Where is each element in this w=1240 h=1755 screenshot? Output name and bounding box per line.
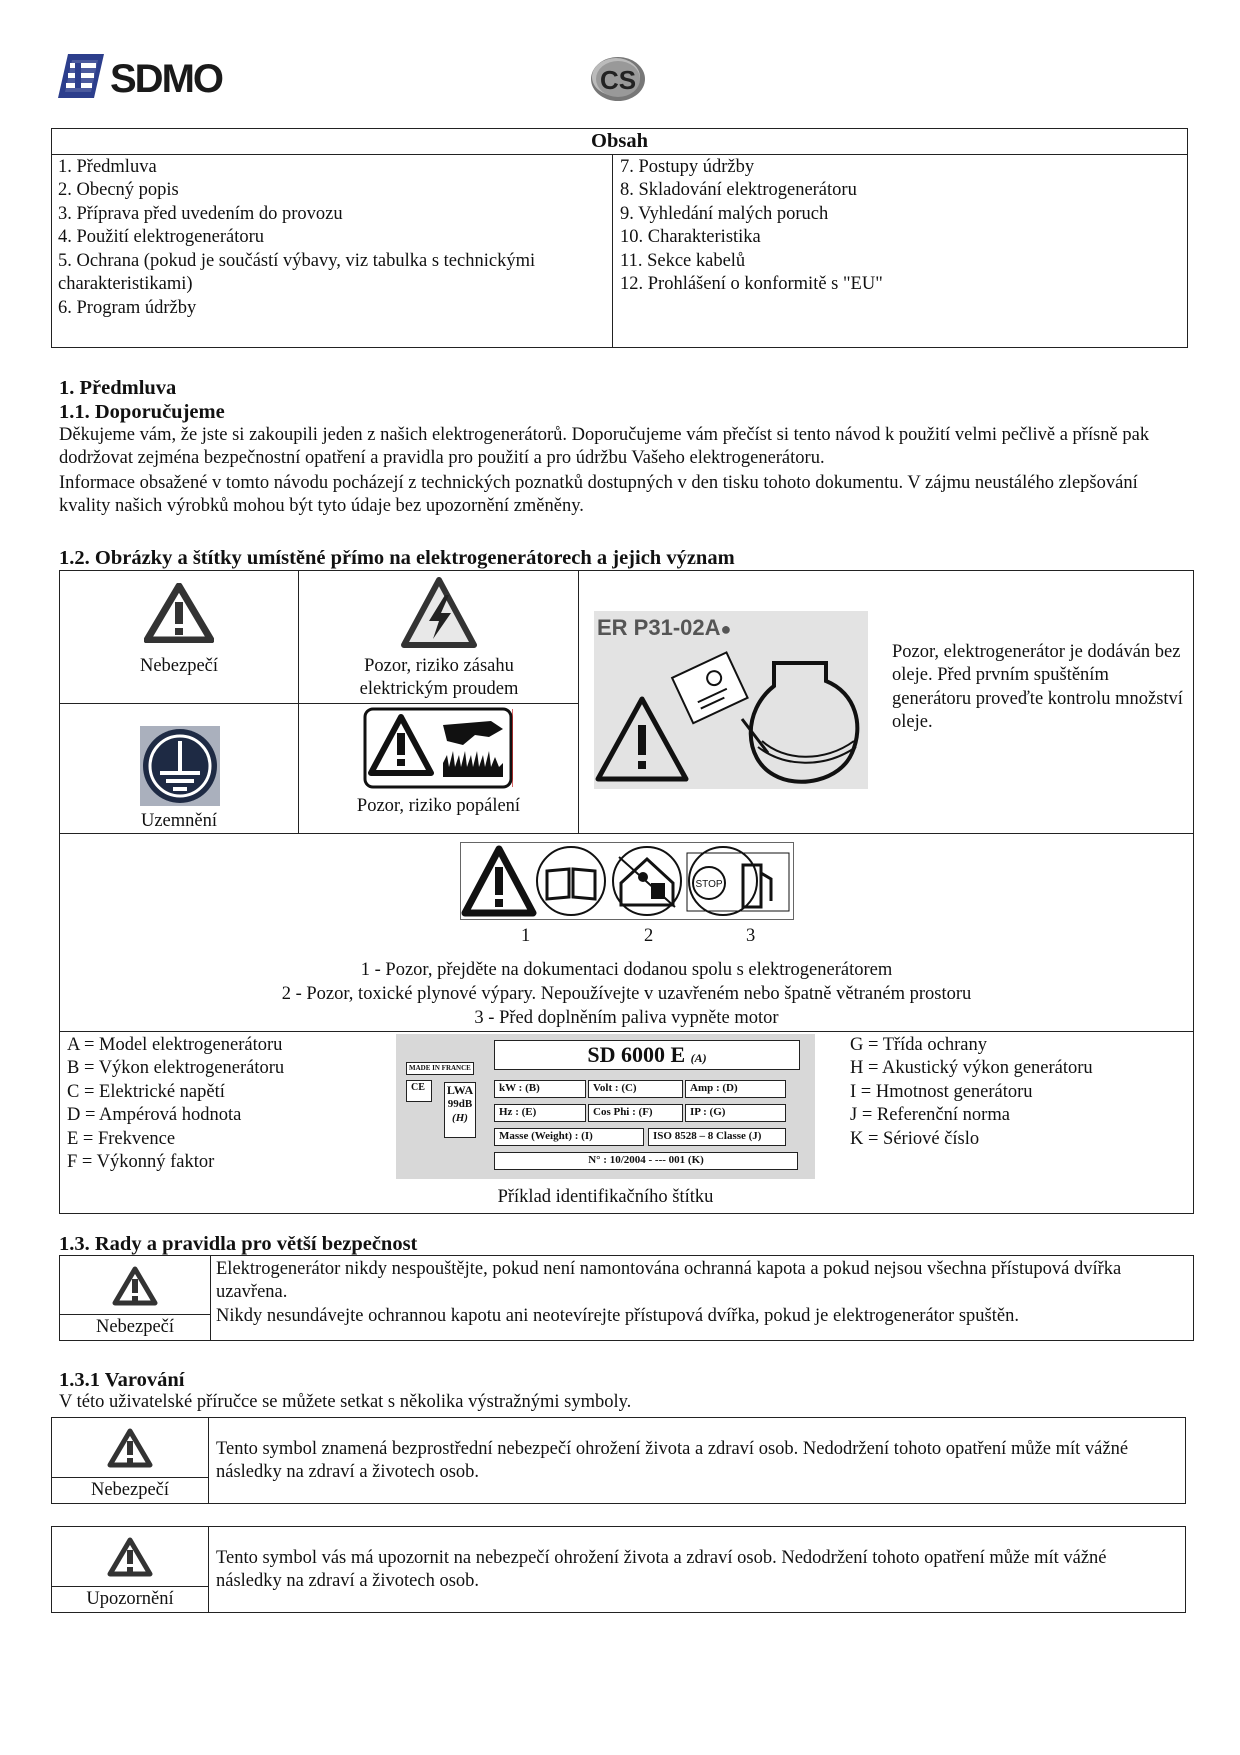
plate-volt: Volt : (C) [588, 1080, 683, 1098]
symbols-table [59, 570, 1194, 1214]
danger-symbol-text: Tento symbol znamená bezprostřední nebezpečí ohrožení života a zdraví osob. Nedodržení tohoto opatření může mít vážné následky na zdraví a životech osob. [216, 1439, 1129, 1483]
combined-pictograms-row [60, 834, 1193, 1031]
warning-triangle-icon [107, 1537, 153, 1577]
toc-left-column [52, 155, 613, 347]
section-1-2-title: 1.2. Obrázky a štítky umístěné přímo na elektrogenerátorech a jejich význam [59, 547, 735, 569]
hot-surface-icon [363, 707, 513, 789]
cell-burn [299, 704, 578, 833]
pictogram-legend-2: 2 - Pozor, toxické plynové výpary. Nepoužívejte v uzavřeném nebo špatně větraném prostoru [281, 984, 972, 1004]
plate-legend-item: E = Frekvence [67, 1128, 176, 1149]
plate-model: SD 6000 E (A) [494, 1040, 800, 1070]
plate-kw: kW : (B) [494, 1080, 586, 1098]
language-badge [590, 56, 646, 102]
oil-check-icon [594, 641, 868, 789]
section-1-3-1-title: 1.3.1 Varování [59, 1369, 185, 1391]
plate-serial: N° : 10/2004 - --- 001 (K) [494, 1152, 798, 1170]
identification-plate-image [396, 1034, 815, 1179]
safety-rules-text [216, 1258, 1186, 1328]
toc-item[interactable]: 9. Vyhledání malých poruch [620, 203, 829, 224]
plate-legend-right [850, 1034, 1190, 1151]
toc-item[interactable]: 6. Program údržby [58, 297, 197, 318]
oil-label-image [594, 611, 868, 789]
plate-legend-item: G = Třída ochrany [850, 1035, 987, 1055]
plate-amp: Amp : (D) [685, 1080, 786, 1098]
plate-caption: Příklad identifikačního štítku [497, 1187, 714, 1207]
plate-legend-item: J = Referenční norma [850, 1105, 1010, 1126]
table-of-contents [51, 128, 1188, 348]
plate-legend-left [67, 1034, 387, 1175]
plate-legend-item: F = Výkonný faktor [67, 1152, 215, 1173]
identification-plate-row [60, 1032, 1193, 1213]
toc-right-column [614, 155, 1186, 347]
cell-danger [60, 571, 298, 703]
safety-rules-box [59, 1255, 1194, 1341]
warning-triangle-icon [112, 1266, 158, 1306]
brand-name: SDMO [110, 57, 222, 101]
cell-electric [299, 571, 578, 703]
warning-symbol-text: Tento symbol vás má upozornit na nebezpečí ohrožení života a zdraví osob. Nedodržení tohoto opatření může mít vážné následky na zdraví a životech osob. [216, 1548, 1107, 1592]
warning-symbol-box [51, 1526, 1186, 1613]
danger-symbol-box [51, 1417, 1186, 1504]
combined-pictogram-icon [461, 843, 793, 919]
pictogram-legend-3: 3 - Před doplněním paliva vypněte motor [474, 1008, 779, 1028]
sdmo-logo [58, 48, 228, 104]
pictogram-number-1: 1 [521, 926, 531, 946]
toc-item[interactable]: 8. Skladování elektrogenerátoru [620, 180, 857, 201]
section-1-3-1-intro: V této uživatelské příručce se můžete setkat s několika výstražnými symboly. [59, 1392, 632, 1412]
safety-rule-2: Nikdy nesundávejte ochrannou kapotu ani neotevírejte přístupová dvířka, pokud je elektrogenerátor spuštěn. [216, 1305, 1019, 1326]
plate-cosphi: Cos Phi : (F) [588, 1104, 683, 1122]
ce-mark: CE [406, 1080, 432, 1102]
toc-item[interactable]: 3. Příprava před uvedením do provozu [58, 203, 343, 224]
plate-legend-item: K = Sériové číslo [850, 1128, 980, 1149]
warning-triangle-icon [107, 1428, 153, 1468]
safety-danger-label: Nebezpečí [95, 1317, 175, 1337]
plate-hz: Hz : (E) [494, 1104, 586, 1122]
lwa-label: LWA [446, 1083, 474, 1097]
plate-masse: Masse (Weight) : (I) [494, 1128, 644, 1146]
stop-text: STOP [695, 879, 723, 890]
toc-item[interactable]: 1. Předmluva [58, 157, 157, 177]
plate-legend-item: C = Elektrické napětí [67, 1081, 225, 1102]
toc-item[interactable]: 7. Postupy údržby [620, 157, 755, 177]
plate-legend-item: B = Výkon elektrogenerátoru [67, 1058, 285, 1079]
cell-oil [579, 571, 1193, 833]
pictogram-number-3: 3 [746, 926, 756, 946]
safety-rule-1: Elektrogenerátor nikdy nespouštějte, pokud není namontována ochranná kapota a pokud nejsou všechna přístupová dvířka uzavřena. [216, 1259, 1122, 1303]
toc-item[interactable]: 11. Sekce kabelů [620, 250, 746, 271]
section-1-1-paragraph-2: Informace obsažené v tomto návodu pocházejí z technických poznatků dostupných v den tisku tohoto dokumentu. V zájmu neustálého zlepšování kvality našich výrobků mohou být tyto údaje bez upozornění změněny. [59, 473, 1138, 517]
plate-ip: IP : (G) [685, 1104, 786, 1122]
section-1-title: 1. Předmluva [59, 377, 177, 399]
plate-legend-item: A = Model elektrogenerátoru [67, 1035, 283, 1055]
danger-symbol-label: Nebezpečí [90, 1480, 170, 1500]
language-code: CS [600, 65, 637, 95]
section-1-1-paragraph-1: Děkujeme vám, že jste si zakoupili jeden z našich elektrogenerátorů. Doporučujeme vám přečíst si tento návod k použití velmi pečlivě a přísně pak dodržovat zejména bezpečnostní opatření a pravidla pro použití a pro údržbu Vašeho elektrogenerátoru. [59, 425, 1150, 469]
plate-legend-item: H = Akustický výkon generátoru [850, 1058, 1093, 1079]
pictogram-legend-1: 1 - Pozor, přejděte na dokumentaci dodanou spolu s elektrogenerátorem [360, 960, 893, 980]
warning-triangle-icon [144, 583, 214, 643]
toc-item[interactable]: 10. Charakteristika [620, 227, 761, 248]
section-1-1-title: 1.1. Doporučujeme [59, 401, 225, 423]
lwa-h: (H) [452, 1112, 468, 1124]
warning-symbol-label: Upozornění [86, 1589, 174, 1609]
toc-item[interactable]: 2. Obecný popis [58, 180, 179, 201]
burn-label: Pozor, riziko popálení [356, 796, 521, 816]
lwa-db: 99dB [447, 1098, 473, 1110]
toc-item[interactable]: 5. Ochrana (pokud je součástí výbavy, viz tabulka s technickými charakteristikami) [58, 250, 536, 295]
pictogram-number-2: 2 [644, 926, 654, 946]
plate-legend-item: D = Ampérová hodnota [67, 1105, 242, 1126]
electric-shock-icon [401, 577, 477, 649]
oil-text: Pozor, elektrogenerátor je dodáván bez oleje. Před prvním spuštěním generátoru proveďte kontrolu množství oleje. [892, 642, 1183, 733]
section-1-3-title: 1.3. Rady a pravidla pro větší bezpečnost [59, 1233, 418, 1255]
earth-ground-icon [140, 726, 220, 806]
danger-label: Nebezpečí [139, 656, 219, 676]
electric-label: Pozor, riziko zásahu elektrickým proudem [359, 656, 519, 700]
toc-title: Obsah [52, 129, 1187, 155]
made-in-label: MADE IN FRANCE [406, 1062, 474, 1075]
combined-pictogram [460, 842, 794, 920]
cell-earth [60, 704, 298, 833]
plate-legend-item: I = Hmotnost generátoru [850, 1081, 1033, 1102]
oil-code: ER P31-02A● [597, 615, 732, 640]
plate-iso: ISO 8528 – 8 Classe (J) [648, 1128, 786, 1146]
earth-label: Uzemnění [140, 811, 218, 831]
lwa-box [444, 1082, 476, 1138]
toc-item[interactable]: 4. Použití elektrogenerátoru [58, 227, 265, 248]
toc-item[interactable]: 12. Prohlášení o konformitě s "EU" [620, 274, 883, 295]
